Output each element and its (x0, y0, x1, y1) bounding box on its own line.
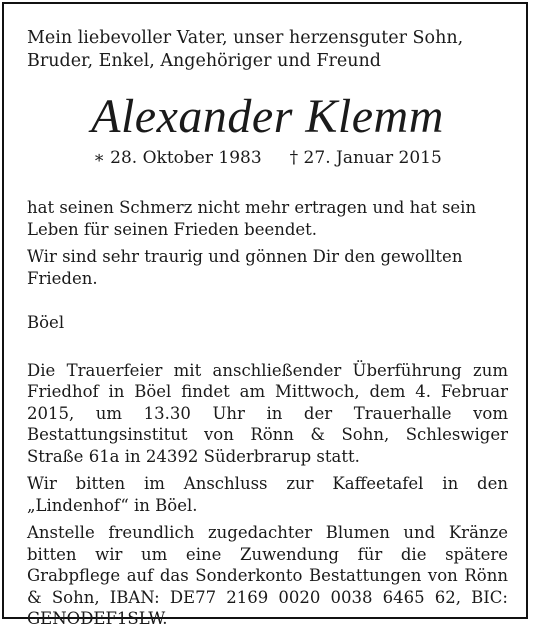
life-dates (27, 147, 508, 169)
deceased-name: Alexander Klemm (91, 90, 444, 143)
paragraph-donation: Anstelle freundlich zugedachter Blumen und Kränze bitten wir um eine Zuwendung für die spätere Grabpflege auf das Sonderkonto Bestattungen von Rönn & Sohn, IBAN: DE77 2169 0020 0038 6465 62, BIC: GENODEF1SLW. (27, 523, 508, 628)
paragraph-funeral: Die Trauerfeier mit anschließender Überführung zum Friedhof in Böel findet am Mittwoch, dem 4. Februar 2015, um 13.30 Uhr in der Trauerhalle vom Bestattungsinstitut von Rönn & Sohn, Schleswiger Straße 61a in 24392 Süderbrarup statt. (27, 360, 508, 466)
death-date: † 27. Januar 2015 (289, 148, 442, 168)
intro-text: Mein liebevoller Vater, unser herzensguter Sohn, Bruder, Enkel, Angehöriger und Freund (27, 28, 464, 71)
obituary-notice (27, 27, 508, 630)
paragraph-reason: hat seinen Schmerz nicht mehr ertragen und hat sein Leben für seinen Frieden beendet. (27, 198, 477, 239)
paragraph-coffee: Wir bitten im Anschluss zur Kaffeetafel in den „Lindenhof“ in Böel. (27, 474, 508, 515)
birth-date: ∗ 28. Oktober 1983 (93, 148, 262, 168)
place-line: Böel (27, 313, 65, 332)
paragraph-feelings: Wir sind sehr traurig und gönnen Dir den gewollten Frieden. (27, 247, 463, 288)
